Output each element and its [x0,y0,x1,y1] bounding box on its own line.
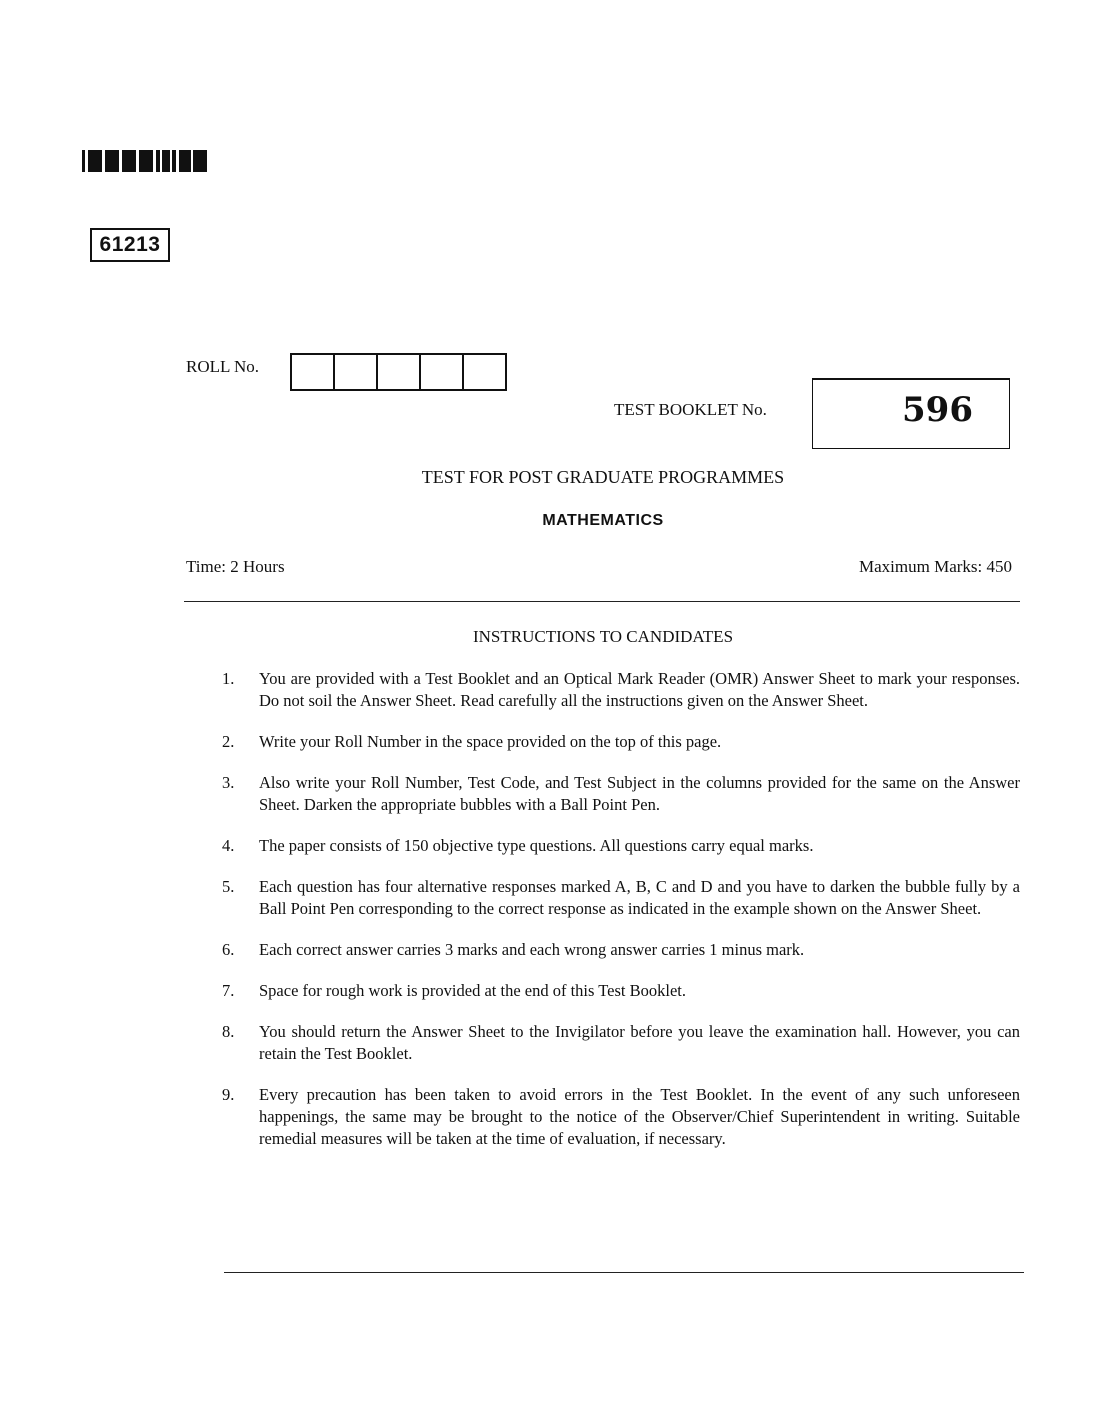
divider-bottom [224,1272,1024,1273]
instruction-number: 3. [222,773,235,792]
instruction-item [222,835,1020,857]
instruction-number: 7. [222,981,235,1000]
instruction-text: Every precaution has been taken to avoid errors in the Test Booklet. In the event of any such unforeseen happenings, the same may be brought to the notice of the Observer/Chief Superintendent in writing. Suitable remedial measures will be taken at the time of evaluation, if necessary. [259,1085,1020,1148]
instruction-item [222,1084,1020,1150]
instruction-item [222,1021,1020,1065]
instruction-item [222,876,1020,920]
roll-number-label: ROLL No. [186,357,260,376]
instruction-text: Space for rough work is provided at the end of this Test Booklet. [259,981,687,1000]
instruction-text: Each question has four alternative responses marked A, B, C and D and you have to darken the bubble fully by a Ball Point Pen corresponding to the correct response as indicated in the example shown on the Answer Sheet. [259,877,1020,918]
paper-code-box: 61213 [90,228,170,262]
instruction-text: Also write your Roll Number, Test Code, and Test Subject in the columns provided for the same on the Answer Sheet. Darken the appropriate bubbles with a Ball Point Pen. [259,773,1020,814]
instruction-item [222,980,1020,1002]
instruction-number: 9. [222,1085,235,1104]
instruction-text: Write your Roll Number in the space provided on the top of this page. [259,732,722,751]
test-booklet-number: 596 [902,390,973,430]
instruction-text: You are provided with a Test Booklet and an Optical Mark Reader (OMR) Answer Sheet to mark your responses. Do not soil the Answer Sheet. Read carefully all the instructions given on the Answer Sheet. [259,669,1020,710]
maximum-marks: Maximum Marks: 450 [859,557,1012,576]
instruction-number: 8. [222,1022,235,1041]
instruction-item [222,939,1020,961]
roll-digit-box[interactable] [292,355,335,389]
instruction-number: 5. [222,877,235,896]
time-allowed: Time: 2 Hours [186,557,285,576]
instructions-list [222,668,1020,1169]
instruction-text: The paper consists of 150 objective type questions. All questions carry equal marks. [259,836,814,855]
instruction-item [222,772,1020,816]
test-booklet-label: TEST BOOKLET No. [614,400,767,419]
instruction-number: 2. [222,732,235,751]
subject-title: MATHEMATICS [542,512,664,529]
instruction-number: 4. [222,836,235,855]
barcode [82,150,207,172]
instruction-number: 1. [222,669,235,688]
roll-digit-box[interactable] [335,355,378,389]
instruction-item [222,668,1020,712]
test-booklet-number-box [812,378,1010,449]
instruction-item [222,731,1020,753]
instruction-number: 6. [222,940,235,959]
roll-digit-box[interactable] [464,355,505,389]
roll-digit-box[interactable] [421,355,464,389]
divider-top [184,601,1020,602]
roll-digit-box[interactable] [378,355,421,389]
roll-number-boxes[interactable] [290,353,507,391]
instruction-text: You should return the Answer Sheet to the Invigilator before you leave the examination hall. However, you can retain the Test Booklet. [259,1022,1020,1063]
exam-title: TEST FOR POST GRADUATE PROGRAMMES [421,467,785,487]
instructions-heading: INSTRUCTIONS TO CANDIDATES [472,627,734,646]
instruction-text: Each correct answer carries 3 marks and each wrong answer carries 1 minus mark. [259,940,805,959]
